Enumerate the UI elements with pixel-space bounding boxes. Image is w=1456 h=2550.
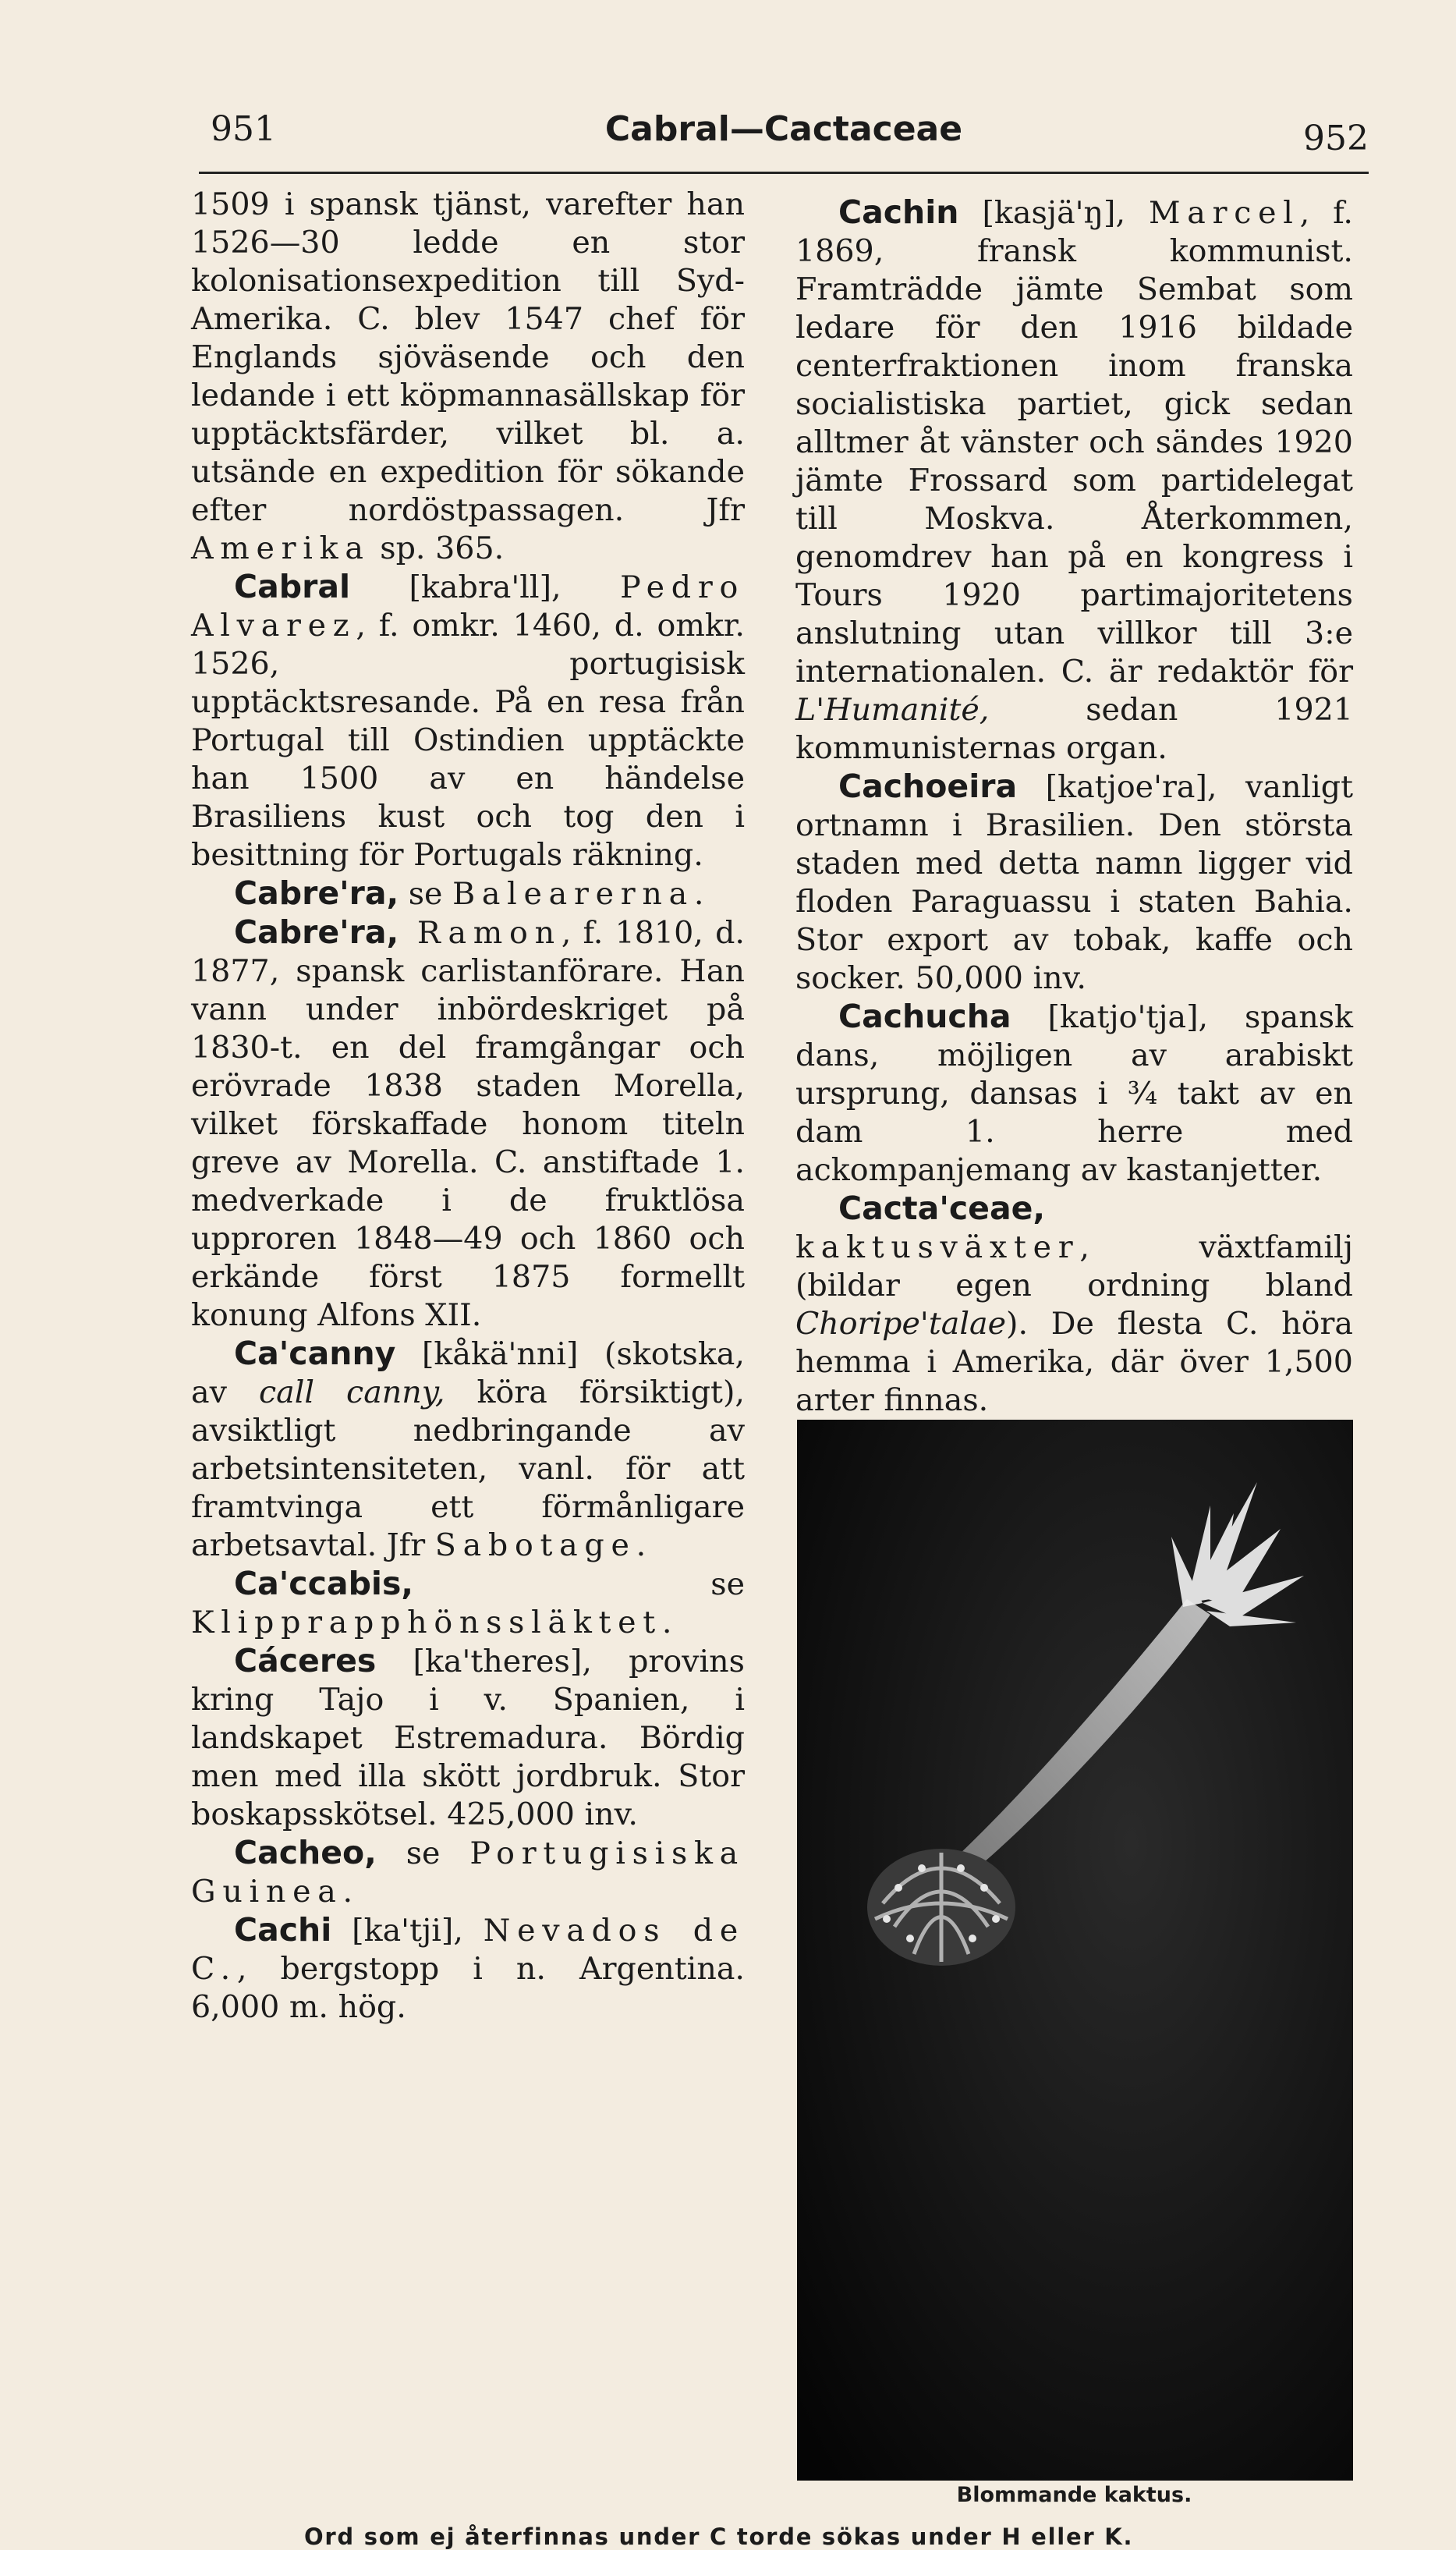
entry-cactaceae: Cacta'ceae, kaktusväxter, växtfamilj (bildar egen ordning bland Choripe'talae). De flesta C. höra hemma i Amerika, där över 1,500 arter finnas. xyxy=(795,1190,1353,1418)
cactus-photo xyxy=(797,1420,1353,2481)
entry-caccabis: Ca'ccabis, se Klipprapphönssläktet. xyxy=(191,1565,745,1640)
page-number-left: 951 xyxy=(211,109,276,149)
entry-cabral: Cabral [kabra'll], Pedro Alvarez, f. omkr. 1460, d. omkr. 1526, portugisisk upptäcktsresande. På en resa från Portugal till Ostindien upptäckte han 1500 av en händelse Brasiliens kust och tog den i besittning för Portugals räkning. xyxy=(191,568,745,873)
page-number-right: 952 xyxy=(1303,119,1369,158)
headword: Cachi xyxy=(234,1911,332,1949)
headword: Cacta'ceae, xyxy=(838,1190,1046,1227)
headword: Cabral xyxy=(234,568,351,605)
entry-cachoeira: Cachoeira [katjoe'ra], vanligt ortnamn i Brasilien. Den största staden med detta namn ligger vid floden Paraguassu i staten Bahia. Stor export av tobak, kaffe och socker. 50,000 inv. xyxy=(795,768,1353,996)
headword: Cachoeira xyxy=(838,768,1018,805)
entry-cachucha: Cachucha [katjo'tja], spansk dans, möjligen av arabiskt ursprung, dansas i ¾ takt av en dam 1. herre med ackompanjemang av kastanjetter. xyxy=(795,998,1353,1188)
entry-continuation: 1509 i spansk tjänst, varefter han 1526—30 ledde en stor kolonisationsexpedition till Syd-Amerika. C. blev 1547 chef för Englands sjöväsende och den ledande i ett köpmannasällskap för upptäcktsfärder, vilket bl. a. utsände en expedition för sökande efter nordöstpassagen. Jfr Amerika sp. 365. xyxy=(191,186,745,566)
running-title: Cabral—Cactaceae xyxy=(604,109,963,149)
entry-cabrera-ramon: Cabre'ra, Ramon, f. 1810, d. 1877, spansk carlistanförare. Han vann under inbördeskriget på 1830-t. en del framgångar och erövrade 1838 staden Morella, vilket förskaffade honom titeln greve av Morella. C. anstiftade 1. medverkade i de fruktlösa upproren 1848—49 och 1860 och erkände först 1875 formellt konung Alfons XII. xyxy=(191,913,745,1333)
headword: Cabre'ra, xyxy=(234,913,399,951)
headword: Ca'canny xyxy=(234,1335,396,1372)
headword: Ca'ccabis, xyxy=(234,1565,413,1602)
headword: Cachin xyxy=(838,193,959,231)
right-column xyxy=(795,193,1353,1420)
left-column xyxy=(191,186,745,2027)
headword: Cáceres xyxy=(234,1642,377,1679)
entry-caceres: Cáceres [ka'theres], provins kring Tajo i v. Spanien, i landskapet Estremadura. Bördig men med illa skött jordbruk. Stor boskapsskötsel. 425,000 inv. xyxy=(191,1642,745,1832)
entry-cachi: Cachi [ka'tji], Nevados de C., bergstopp i n. Argentina. 6,000 m. hög. xyxy=(191,1911,745,2025)
entry-cachin: Cachin [kasjä'ŋ], Marcel, f. 1869, fransk kommunist. Framträdde jämte Sembat som ledare för den 1916 bildade centerfraktionen inom franska socialistiska partiet, gick sedan alltmer åt vänster och sändes 1920 jämte Frossard som partidelegat till Moskva. Återkommen, genomdrev han på en kongress i Tours 1920 partimajoritetens anslutning utan villkor till 3:e internationalen. C. är redaktör för L'Humanité, sedan 1921 kommunisternas organ. xyxy=(795,193,1353,766)
page-footnote: Ord som ej återfinnas under C torde sökas under H eller K. xyxy=(304,2523,1134,2550)
figure-caption: Blommande kaktus. xyxy=(956,2483,1192,2507)
headword: Cabre'ra, xyxy=(234,874,399,912)
entry-cacheo: Cacheo, se Portugisiska Guinea. xyxy=(191,1834,745,1910)
entry-cabrera-ref: Cabre'ra, se Balearerna. xyxy=(234,874,704,912)
headword: Cacheo, xyxy=(234,1834,377,1871)
entry-cacanny: Ca'canny [kåkä'nni] (skotska, av call canny, köra försiktigt), avsiktligt nedbringande av arbetsintensiteten, vanl. för att framtvinga ett förmånligare arbetsavtal. Jfr Sabotage. xyxy=(191,1335,745,1563)
header-rule xyxy=(199,172,1369,174)
page-header xyxy=(199,109,1369,164)
headword: Cachucha xyxy=(838,998,1011,1035)
